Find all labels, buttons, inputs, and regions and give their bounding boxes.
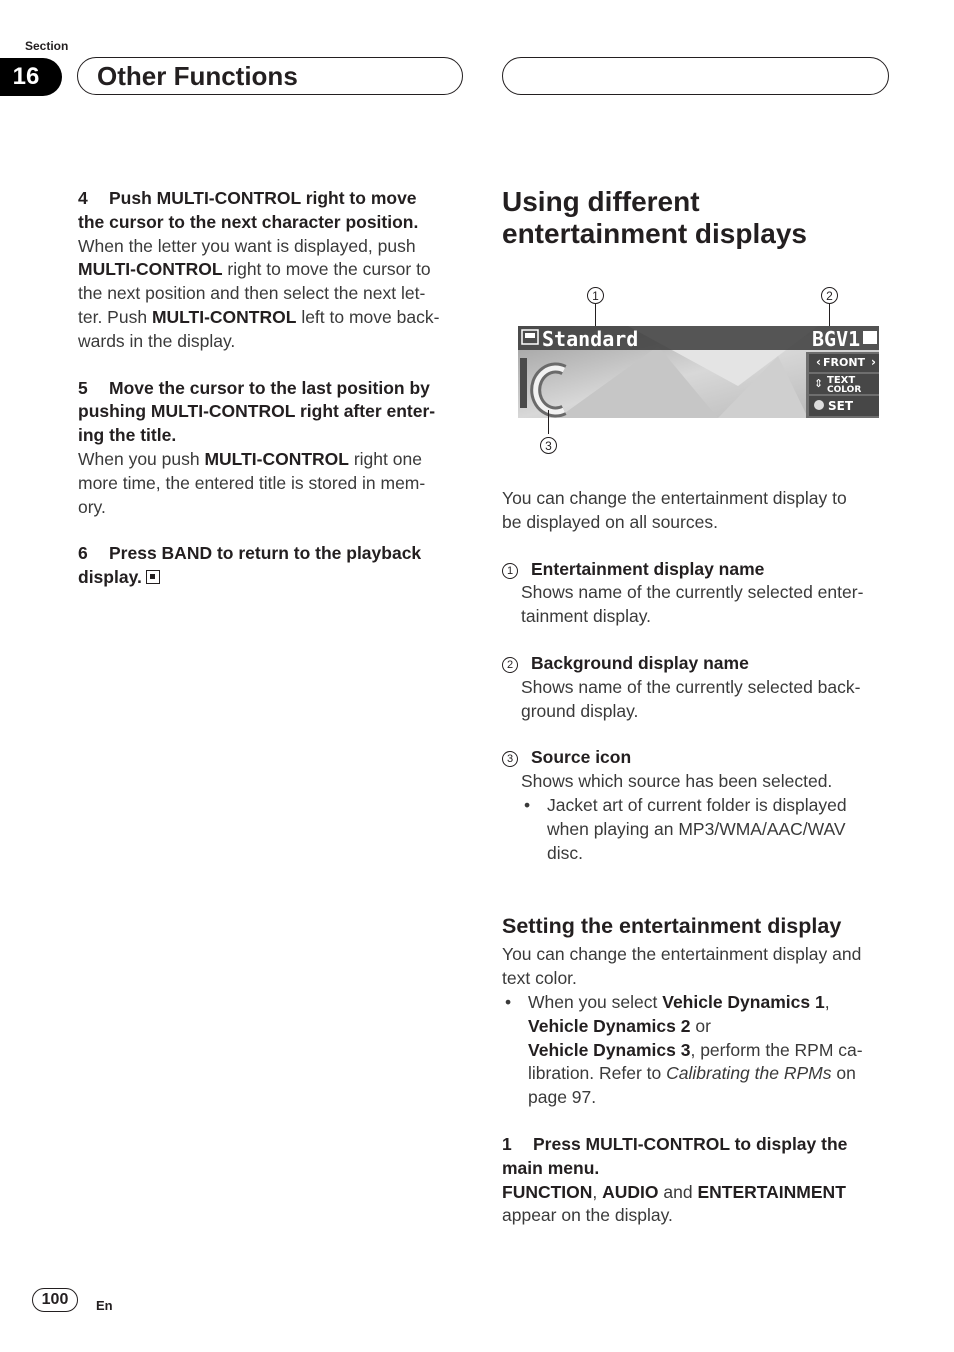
- step5-body-line: When you push MULTI-CONTROL right one: [78, 448, 422, 469]
- menu-front-text: FRONT: [823, 356, 866, 369]
- step5-heading: 5 Move the cursor to the last position by: [78, 377, 430, 398]
- sub-intro-line: You can change the entertainment display and: [502, 944, 862, 965]
- subheading: Setting the entertainment display: [502, 914, 842, 939]
- menu-set-text: SET: [828, 399, 854, 413]
- entertainment-display-screen: [518, 326, 879, 418]
- item-3-bullet: • Jacket art of current folder is displayed when playing an MP3/WMA/AAC/WAV disc.: [502, 794, 894, 865]
- step4-body-line: MULTI-CONTROL right to move the cursor to: [78, 259, 431, 280]
- step4-heading: 4 Push MULTI-CONTROL right to move: [78, 188, 417, 208]
- section-label: Section: [25, 39, 69, 53]
- callout-3-line: [548, 410, 549, 434]
- item-1-desc: tainment display.: [521, 606, 652, 627]
- step5-heading-cont: ing the title.: [78, 425, 177, 446]
- item-1-desc: Shows name of the currently selected enter-: [521, 582, 864, 603]
- callout-2-line: [829, 304, 830, 326]
- menu-text-text: TEXT: [827, 375, 856, 386]
- section-number-badge: 16: [0, 58, 62, 96]
- step5-body-line: more time, the entered title is stored in mem-: [78, 472, 426, 493]
- step4-body-line: wards in the display.: [78, 330, 236, 351]
- step1-body-line: appear on the display.: [502, 1205, 673, 1226]
- item-3-title: 3 Source icon: [502, 746, 894, 770]
- section-title: Other Functions: [97, 61, 298, 91]
- svg-text:⇕: ⇕: [814, 377, 824, 390]
- item-2-desc: Shows name of the currently selected back-: [521, 676, 861, 697]
- intro-line: be displayed on all sources.: [502, 511, 718, 532]
- page-number: 100: [32, 1288, 78, 1312]
- step6-heading: 6 Press BAND to return to the playback: [78, 543, 422, 564]
- right-column: [502, 487, 894, 1228]
- callout-1: 1: [587, 287, 604, 304]
- end-of-section-icon: [146, 570, 160, 584]
- step6-heading-cont: display.: [78, 566, 462, 590]
- item-3-desc: Shows which source has been selected.: [521, 771, 833, 792]
- intro-line: You can change the entertainment display to: [502, 488, 847, 508]
- vehicle-dynamics-bullet: • When you select Vehicle Dynamics 1, Vehicle Dynamics 2 or Vehicle Dynamics 3, perform the RPM ca- libration. Refer to Calibrating the RPMs on page 97.: [502, 991, 894, 1110]
- step5-heading-cont: pushing MULTI-CONTROL right after enter-: [78, 401, 436, 422]
- step1-heading-cont: main menu.: [502, 1157, 600, 1178]
- sub-intro-line: text color.: [502, 968, 577, 989]
- left-column: [78, 187, 462, 590]
- svg-text:›: ›: [871, 355, 876, 369]
- step4-heading-cont: the cursor to the next character position.: [78, 211, 419, 232]
- callout-2: 2: [821, 287, 838, 304]
- right-header-frame: [502, 57, 889, 95]
- callout-3: 3: [540, 437, 557, 454]
- svg-text:‹: ‹: [816, 355, 821, 369]
- step1-body-line: FUNCTION, AUDIO and ENTERTAINMENT: [502, 1181, 846, 1202]
- item-1-title: 1 Entertainment display name: [502, 558, 894, 582]
- background-name-text: BGV1: [812, 327, 861, 351]
- language-label: En: [96, 1298, 113, 1313]
- step4-body-line: ter. Push MULTI-CONTROL left to move back-: [78, 306, 440, 327]
- callout-1-line: [595, 304, 596, 326]
- step5-body-line: ory.: [78, 496, 106, 517]
- menu-color-text: COLOR: [827, 385, 862, 395]
- display-name-text: Standard: [542, 327, 639, 351]
- step4-body-line: When the letter you want is displayed, push: [78, 235, 416, 256]
- item-2-title: 2 Background display name: [502, 652, 894, 676]
- display-figure: [502, 282, 890, 462]
- step1-heading: 1 Press MULTI-CONTROL to display the: [502, 1133, 848, 1154]
- page-heading: Using different entertainment displays: [502, 186, 807, 249]
- item-2-desc: ground display.: [521, 700, 639, 721]
- step4-body-line: the next position and then select the next let-: [78, 283, 426, 304]
